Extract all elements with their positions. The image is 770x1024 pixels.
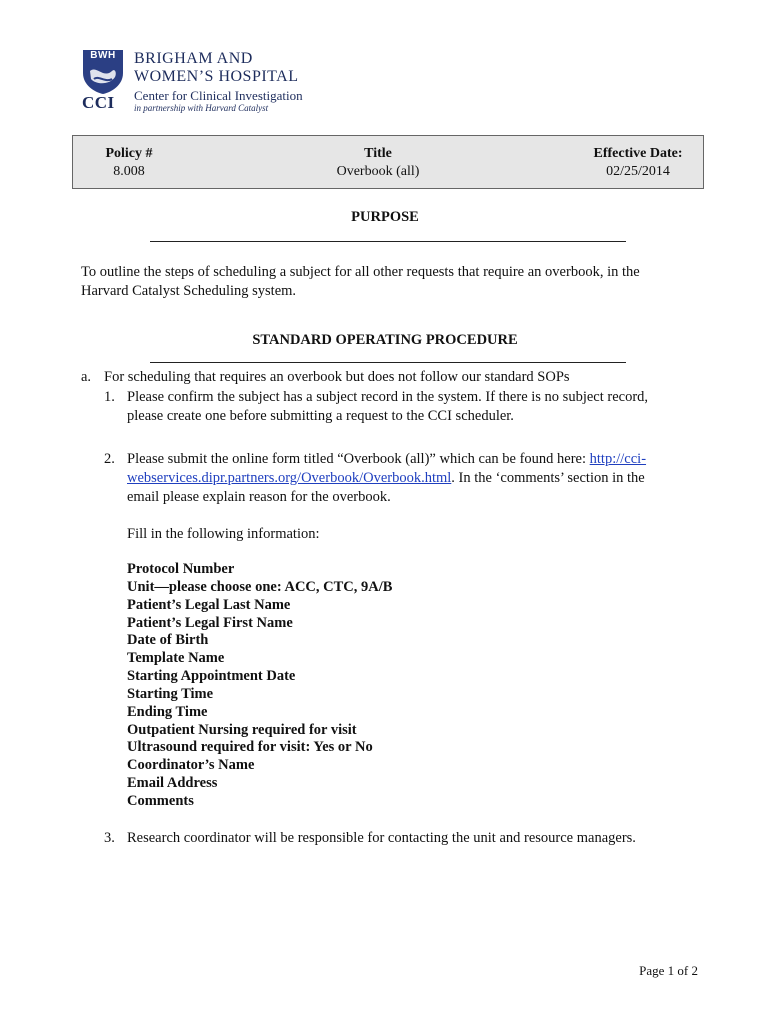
overbook-form-link-part2[interactable]: webservices.dipr.partners.org/Overbook/Overbook.html (127, 470, 452, 486)
purpose-line-1: To outline the steps of scheduling a subject for all other requests that require an overbook, in the (81, 264, 640, 280)
policy-title-cell (310, 145, 446, 181)
step-1-marker: 1. (104, 389, 115, 405)
effective-date-label: Effective Date: (593, 146, 683, 161)
policy-number-cell (73, 145, 185, 181)
step-2-text (127, 450, 646, 507)
field-item: Patient’s Legal First Name (127, 614, 293, 631)
field-item: Starting Appointment Date (127, 668, 296, 685)
purpose-heading: PURPOSE (351, 209, 419, 225)
step-2-line-2-tail: . In the ‘comments’ section in the (451, 470, 645, 486)
field-item: Protocol Number (127, 561, 235, 577)
field-item: Starting Time (127, 685, 214, 702)
field-item: Template Name (127, 650, 225, 667)
policy-header-box (72, 135, 704, 189)
required-fields-list (127, 561, 392, 811)
effective-date-value: 02/25/2014 (606, 164, 670, 179)
hospital-logo (82, 47, 322, 117)
field-item: Coordinator’s Name (127, 757, 255, 774)
policy-number-value: 8.008 (113, 164, 145, 179)
field-item: Outpatient Nursing required for visit (127, 721, 357, 738)
step-2-intro: Please submit the online form titled “Overbook (all)” which can be found here: (127, 451, 590, 467)
purpose-text (81, 263, 640, 301)
purpose-line-2: Harvard Catalyst Scheduling system. (81, 283, 297, 299)
logo-abbrev: BWH (90, 50, 116, 61)
field-item: Patient’s Legal Last Name (127, 596, 291, 613)
fill-in-instruction: Fill in the following information: (127, 526, 320, 542)
policy-title-label: Title (364, 146, 392, 161)
partnership-note: in partnership with Harvard Catalyst (134, 103, 269, 113)
field-item: Date of Birth (127, 632, 209, 649)
purpose-rule (150, 241, 626, 242)
step-1-line-1: Please confirm the subject has a subject record in the system. If there is no subject record, (127, 389, 649, 405)
step-1-line-2: please create one before submitting a request to the CCI scheduler. (127, 408, 514, 424)
hospital-name-line2: WOMEN’S HOSPITAL (134, 68, 299, 85)
overbook-form-link-part1[interactable]: http://cci- (589, 451, 647, 467)
field-item: Ending Time (127, 703, 208, 720)
sop-heading: STANDARD OPERATING PROCEDURE (252, 332, 518, 348)
hospital-name-line1: BRIGHAM AND (134, 50, 253, 67)
sop-rule (150, 362, 626, 363)
policy-title-value: Overbook (all) (336, 164, 420, 179)
effective-date-cell (573, 145, 703, 181)
field-item: Unit—please choose one: ACC, CTC, 9A/B (127, 578, 393, 595)
item-a-marker: a. (81, 369, 92, 385)
step-2-marker: 2. (104, 451, 115, 467)
step-1-text (127, 388, 648, 426)
step-3-marker: 3. (104, 830, 115, 846)
center-name: Center for Clinical Investigation (134, 88, 303, 103)
cci-abbrev: CCI (82, 93, 115, 112)
page-number: Page 1 of 2 (639, 963, 698, 978)
field-item: Ultrasound required for visit: Yes or No (127, 739, 373, 756)
step-2-line-3: email please explain reason for the overbook. (127, 489, 391, 505)
field-item: Email Address (127, 775, 218, 792)
field-item: Comments (127, 792, 194, 809)
item-a-text: For scheduling that requires an overbook but does not follow our standard SOPs (104, 369, 570, 385)
policy-number-label: Policy # (105, 146, 153, 161)
step-3-text: Research coordinator will be responsible for contacting the unit and resource managers. (127, 830, 636, 846)
